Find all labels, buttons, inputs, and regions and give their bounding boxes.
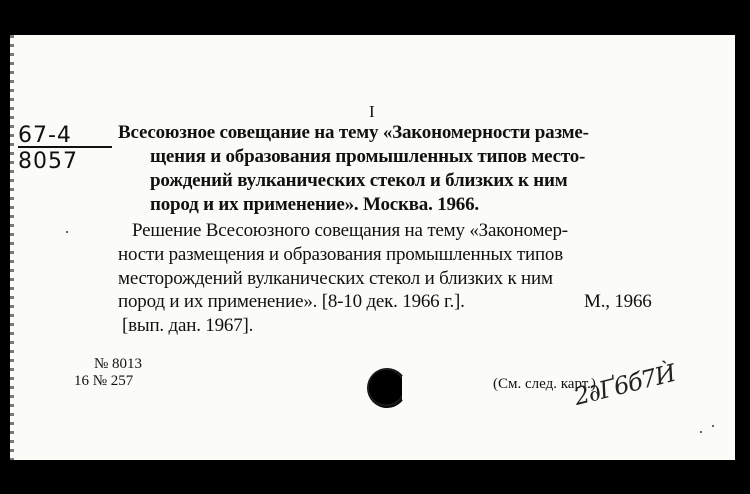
- card-edge: [10, 35, 14, 460]
- catalog-code: № 8013: [94, 356, 143, 372]
- body-line: месторождений вулканических стекол и близких к ним: [118, 268, 553, 289]
- page-number: I: [369, 102, 375, 121]
- handwritten-code-top: 67-4: [18, 123, 72, 148]
- handwritten-signature: 2∂Ґ6б7Ѝ: [571, 358, 678, 411]
- title-line: рождений вулканических стекол и близких к ним: [150, 170, 568, 191]
- handwritten-divider: [18, 146, 112, 148]
- title-line: Всесоюзное совещание на тему «Закономерности разме-: [118, 122, 589, 143]
- body-line: пород и их применение». [8-10 дек. 1966 г.].: [118, 291, 465, 312]
- body-line: ности размещения и образования промышленных типов: [118, 244, 564, 265]
- catalog-card: [10, 35, 735, 460]
- title-line: пород и их применение». Москва. 1966.: [150, 194, 479, 215]
- publisher-note: М., 1966: [584, 291, 652, 312]
- title-line: щения и образования промышленных типов место-: [150, 146, 586, 167]
- speck: [700, 431, 702, 433]
- continuation-note: (См. след. карт.): [493, 376, 596, 392]
- speck: [712, 425, 714, 427]
- catalog-code: 16 № 257: [74, 373, 134, 389]
- body-line: [вып. дан. 1967].: [122, 315, 254, 336]
- handwritten-code-bottom: 8057: [18, 149, 78, 174]
- punch-hole: [367, 368, 407, 408]
- speck: [66, 231, 68, 233]
- body-line: Решение Всесоюзного совещания на тему «Закономер-: [132, 220, 568, 241]
